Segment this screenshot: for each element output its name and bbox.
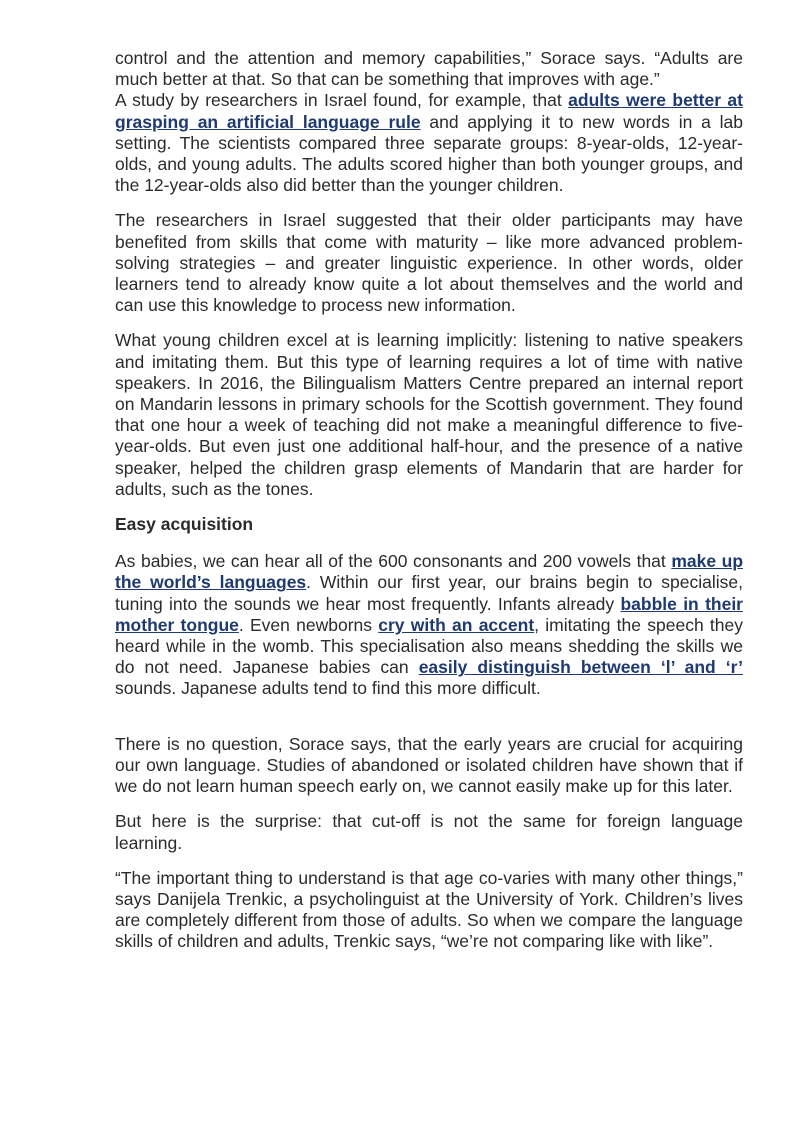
link-cry-with-accent[interactable]: cry with an accent	[378, 614, 535, 635]
paragraph-text: . Even newborns	[238, 614, 379, 635]
link-babble-mother-tongue[interactable]: babble in their mother tongue	[115, 593, 743, 635]
paragraph-surprise: But here is the surprise: that cut-off is not the same for foreign language learning.	[115, 811, 743, 853]
link-worlds-languages[interactable]: make up the world’s languages	[115, 551, 744, 593]
paragraph-older-participants: The researchers in Israel suggested that their older participants may have benefited from skills that come with maturity – like more advanced problem-solving strategies – and greater linguistic experience. In other words, older learners tend to already know quite a lot about themselves and the world and can use this knowledge to process new information.	[115, 210, 743, 316]
paragraph-text: A study by researchers in Israel found, for example, that	[115, 90, 569, 111]
paragraph-text: sounds. Japanese adults tend to find this more difficult.	[115, 678, 541, 699]
paragraph-babies	[115, 551, 743, 699]
link-artificial-language-rule[interactable]: adults were better at grasping an artificial language rule	[115, 90, 743, 132]
paragraph-text: As babies, we can hear all of the 600 consonants and 200 vowels that	[115, 551, 672, 572]
document-page	[115, 48, 743, 967]
paragraph-early-years: There is no question, Sorace says, that the early years are crucial for acquiring our own language. Studies of abandoned or isolated children have shown that if we do not learn human speech early on, we cannot easily make up for this later.	[115, 733, 743, 797]
paragraph-text: . Within our first year, our brains begin to specialise, tuning into the sounds we hear most frequently. Infants already	[115, 572, 743, 614]
paragraph-israel-study	[115, 90, 743, 196]
paragraph-sorace-quote: control and the attention and memory capabilities,” Sorace says. “Adults are much better at that. So that can be something that improves with age.”	[115, 48, 743, 90]
paragraph-text: , imitating the speech they heard while in the womb. This specialisation also means shedding the skills we do not need. Japanese babies can	[115, 614, 744, 678]
spacer	[115, 714, 743, 734]
link-distinguish-l-r[interactable]: easily distinguish between ‘l’ and ‘r’	[418, 657, 743, 678]
paragraph-trenkic-quote: “The important thing to understand is that age co-varies with many other things,” says Danijela Trenkic, a psycholinguist at the University of York. Children’s lives are completely different from those of adults. So when we compare the language skills of children and adults, Trenkic says, “we’re not comparing like with like”.	[115, 867, 743, 952]
paragraph-implicit-learning: What young children excel at is learning implicitly: listening to native speakers and imitating them. But this type of learning requires a lot of time with native speakers. In 2016, the Bilingualism Matters Centre prepared an internal report on Mandarin lessons in primary schools for the Scottish government. They found that one hour a week of teaching did not make a meaningful difference to five-year-olds. But even just one additional half-hour, and the presence of a native speaker, helped the children grasp elements of Mandarin that are harder for adults, such as the tones.	[115, 330, 743, 499]
paragraph-text: and applying it to new words in a lab setting. The scientists compared three separate groups: 8-year-olds, 12-year-olds, and young adults. The adults scored higher than both younger groups, and the 12-year-olds also did better than the younger children.	[115, 111, 744, 196]
section-heading: Easy acquisition	[115, 514, 254, 535]
